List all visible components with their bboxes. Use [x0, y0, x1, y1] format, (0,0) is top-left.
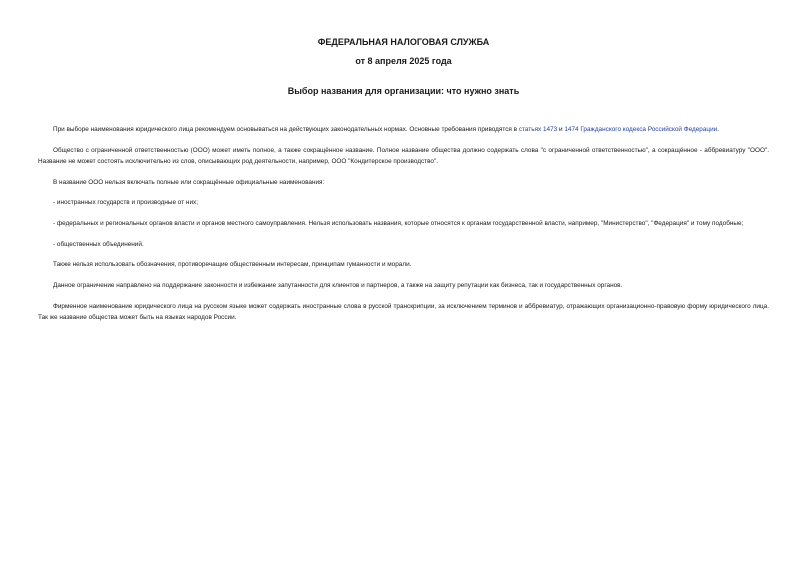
list-item-foreign-states: - иностранных государств и производные от них; — [53, 199, 198, 207]
article-1474-civil-code-link[interactable]: 1474 Гражданского кодекса Российской Федерации — [564, 126, 718, 133]
paragraph-public-interest: Также нельзя использовать обозначения, противоречащие общественным интересам, принципам гуманности и морали. — [53, 261, 412, 269]
article-1473-link[interactable]: статьях 1473 — [518, 126, 558, 133]
paragraph-requirements — [38, 124, 769, 135]
paragraph-text: и — [557, 126, 565, 133]
page-title: Выбор названия для организации: что нужно знать — [287, 86, 520, 96]
list-item-public-associations: - общественных объединений. — [53, 240, 144, 248]
paragraph-text: . — [717, 126, 719, 133]
paragraph-forbidden-intro: В название ООО нельзя включать полные или сокращённые официальные наименования: — [53, 178, 325, 186]
paragraph-restriction-purpose: Данное ограничение направлено на поддержание законности и избежание запутанности для клиентов и партнеров, а также на защиту репутации как бизнеса, так и государственных органов. — [53, 282, 623, 290]
paragraph-llc-name: Общество с ограниченной ответственностью (ООО) может иметь полное, а также сокращённое название. Полное название общества должно содержать слова "с ограниченной ответственностью", а сокращённое - аббревиатуру "ООО". Название не может состоять исключительно из слов, описывающих род деятельности, например, ООО "Кондитерское производство". — [38, 146, 769, 165]
document-date: от 8 апреля 2025 года — [355, 56, 452, 66]
document-body — [38, 124, 769, 333]
list-item-government-bodies: - федеральных и региональных органов власти и органов местного самоуправления. Нельзя использовать названия, которые относятся к органам государственной власти, например, "Министерство", "Федерация" и тому подобные; — [53, 220, 744, 228]
paragraph-text: При выборе наименования юридического лица рекомендуем основываться на действующих законодательных нормах. Основные требования приводятся в — [53, 126, 519, 133]
paragraph-foreign-words: Фирменное наименование юридического лица на русском языке может содержать иностранные слова в русской транскрипции, за исключением терминов и аббревиатур, отражающих организационно-правовую форму юридического лица. Так же название общества может быть на языках народов России. — [38, 302, 769, 322]
organization-heading: ФЕДЕРАЛЬНАЯ НАЛОГОВАЯ СЛУЖБА — [317, 37, 490, 47]
